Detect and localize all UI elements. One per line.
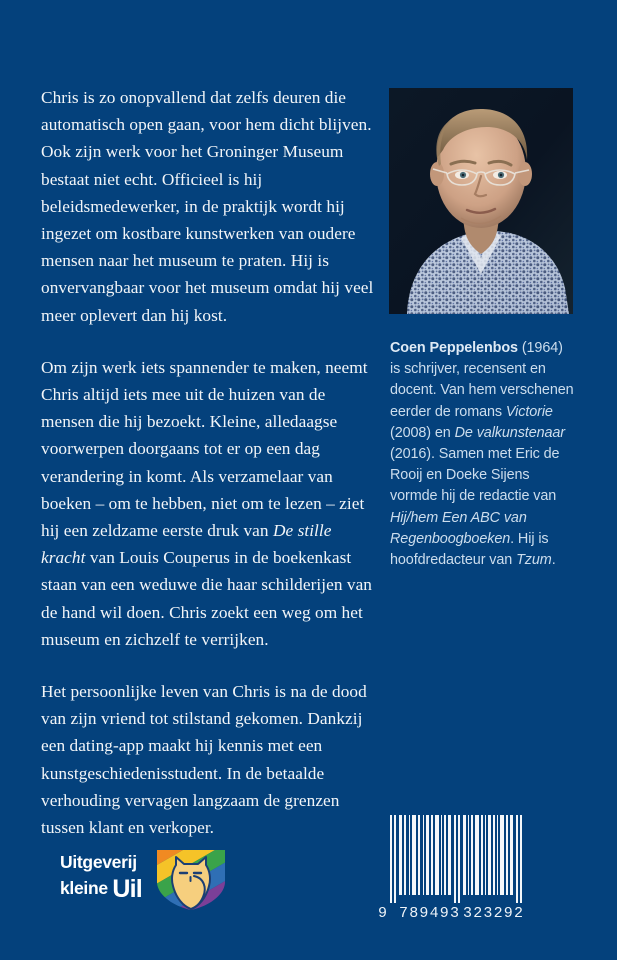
synopsis-p2-part1: Om zijn werk iets spannender te maken, neemt Chris altijd iets mee uit de huizen van de mensen die hij bezoekt. Kleine, alledaagse voorwerpen doorgaans tot er op een dag verandering in komt. Als verzamelaar van boeken – om te hebben, niet om te lezen – ziet hij een zeldzame eerste druk van <box>41 357 368 541</box>
isbn-barcode <box>376 813 531 921</box>
synopsis-p2-part2: van Louis Couperus in de boekenkast staan van een weduwe die haar schilderijen van de hand wil doen. Chris zoekt een weg om het museum en zichzelf te verrijken. <box>41 548 372 649</box>
bio-segment-1: (1964) is schrijver, recensent en docent. Van hem verschenen eerder de romans <box>390 340 574 420</box>
publisher-name <box>60 854 142 902</box>
author-bio <box>390 338 576 571</box>
book-title-victorie: Victorie <box>505 403 553 420</box>
publisher-logo <box>60 848 230 912</box>
publisher-word-uil: Uil <box>112 874 142 903</box>
synopsis-paragraph-3: Het persoonlijke leven van Chris is na de dood van zijn vriend tot stilstand gekomen. Dankzij een dating-app maakt hij kennis met een kunstgeschiedenisstudent. In de betaalde verhouding vervagen langzaam de grenzen tussen klant en verkoper. <box>41 682 367 838</box>
book-title-hij-hem-abc: Hij/hem Een ABC van Regenboogboeken <box>390 509 527 547</box>
bio-segment-3: (2016). Samen met Eric de Rooij en Doeke Sijens vormde hij de redactie van <box>390 446 560 505</box>
publisher-line-1: Uitgeverij <box>60 852 137 872</box>
bio-segment-5: . <box>551 552 556 569</box>
publisher-line-2 <box>60 874 142 903</box>
book-title-de-stille-kracht: De stille kracht <box>41 521 332 568</box>
owl-rainbow-shield-icon <box>154 848 228 912</box>
synopsis-paragraph-1: Chris is zo onopvallend dat zelfs deuren die automatisch open gaan, voor hem dicht blijven. Ook zijn werk voor het Groninger Museum bestaat niet echt. Officieel is hij beleidsmedewerker, in de praktijk wordt hij ingezet om kostbare kunstwerken van oudere mensen naar het museum te praten. Hij is onvervangbaar voor het museum omdat hij veel meer oplevert dan hij kost. <box>41 88 374 325</box>
bio-segment-4: . Hij is hoofdredacteur van <box>390 530 549 569</box>
author-photo <box>389 88 573 314</box>
publisher-word-kleine: kleine <box>60 877 113 898</box>
isbn-group-2: 323292 <box>463 905 525 921</box>
bio-segment-2: (2008) en <box>390 424 455 441</box>
isbn-group-1: 789493 <box>399 905 461 921</box>
author-name: Coen Peppelenbos <box>390 340 518 356</box>
isbn-prefix-digit: 9 <box>378 905 389 921</box>
magazine-title-tzum: Tzum <box>516 552 552 569</box>
synopsis-paragraph-2 <box>41 354 377 653</box>
synopsis-text-block <box>41 84 377 841</box>
book-title-de-valkunstenaar: De valkunstenaar <box>454 424 566 441</box>
